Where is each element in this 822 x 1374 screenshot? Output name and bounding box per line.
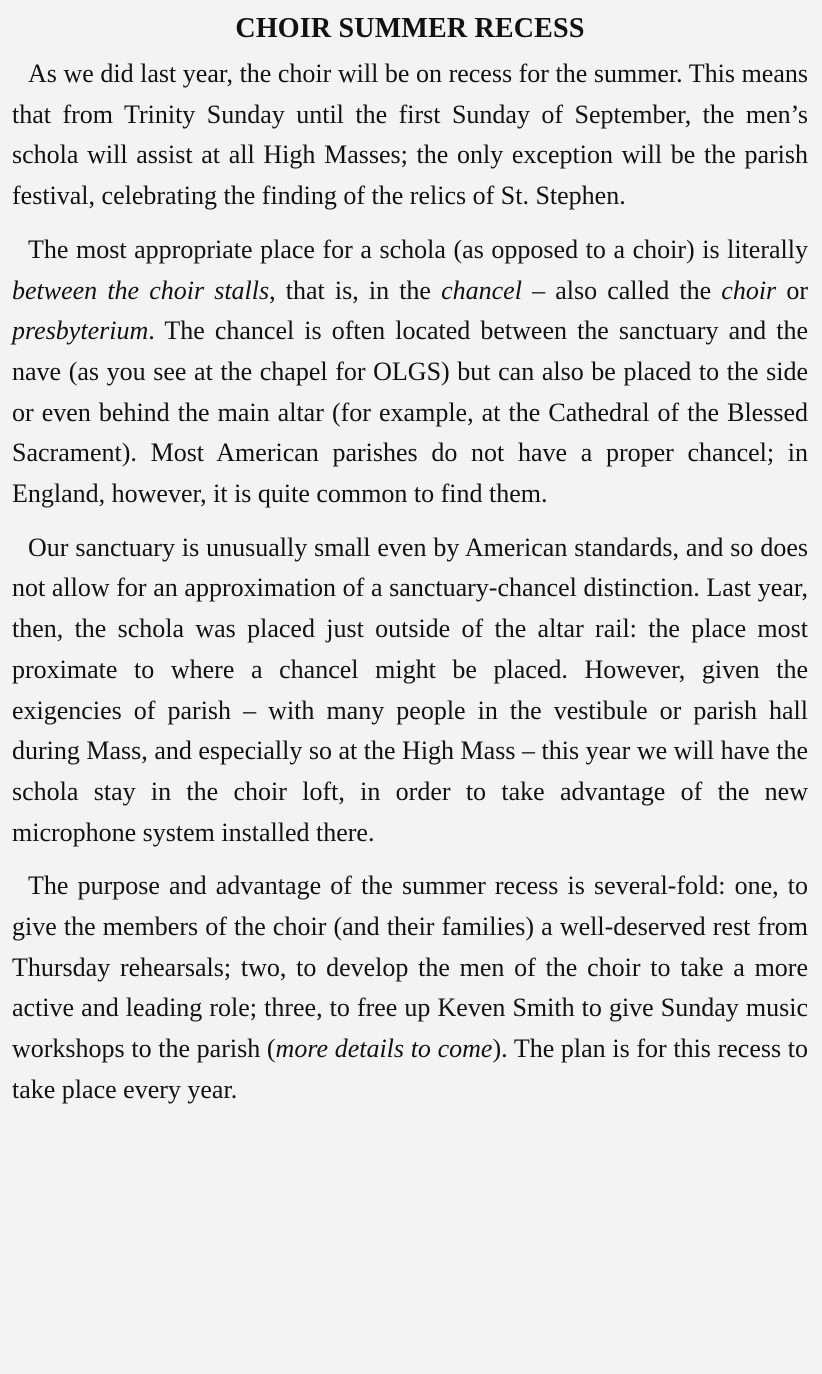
paragraph-4-text-b: ). The plan is for this recess to take place every year. bbox=[12, 1034, 808, 1104]
paragraph-2-text-c: – also called the bbox=[521, 275, 722, 305]
document-title: CHOIR SUMMER RECESS bbox=[235, 13, 585, 44]
paragraph-2-italic-presbyterium: presbyterium bbox=[12, 316, 149, 346]
paragraph-2 bbox=[12, 230, 808, 515]
paragraph-2-text-e: . The chancel is often located between the sanctuary and the nave (as you see at the chapel for OLGS) but can also be placed to the side or even behind the main altar (for example, at the Cathedral of the Blessed Sacrament). Most American parishes do not have a proper chancel; in England, however, it is quite common to find them. bbox=[12, 316, 808, 509]
paragraph-2-text-d: or bbox=[776, 275, 808, 305]
paragraph-1 bbox=[12, 54, 808, 217]
paragraph-4 bbox=[12, 866, 808, 1110]
paragraph-2-italic-chancel: chancel bbox=[441, 275, 522, 305]
paragraph-2-italic-choir-stalls: between the choir stalls bbox=[12, 275, 270, 305]
paragraph-2-italic-choir: choir bbox=[721, 275, 777, 305]
paragraph-4-italic-details: more details to come bbox=[275, 1034, 493, 1064]
paragraph-2-text-a: The most appropriate place for a schola (as opposed to a choir) is literally bbox=[28, 234, 808, 264]
paragraph-1-text: As we did last year, the choir will be on recess for the summer. This means that from Trinity Sunday until the first Sunday of September, the men’s schola will assist at all High Masses; the only exception will be the parish festival, celebrating the finding of the relics of St. Stephen. bbox=[12, 59, 808, 211]
paragraph-2-text-b: , that is, in the bbox=[269, 275, 442, 305]
paragraph-3-text: Our sanctuary is unusually small even by American standards, and so does not allow for an approximation of a sanctuary-chancel distinction. Last year, then, the schola was placed just outside of the altar rail: the place most proximate to where a chancel might be placed. However, given the exigencies of parish – with many people in the vestibule or parish hall during Mass, and especially so at the High Mass – this year we will have the schola stay in the choir loft, in order to take advantage of the new microphone system installed there. bbox=[12, 532, 808, 847]
paragraph-3 bbox=[12, 528, 808, 854]
paragraph-4-text-a: The purpose and advantage of the summer recess is several-fold: one, to give the members of the choir (and their families) a well-deserved rest from Thursday rehearsals; two, to develop the men of the choir to take a more active and leading role; three, to free up Keven Smith to give Sunday music workshops to the parish ( bbox=[12, 871, 808, 1064]
